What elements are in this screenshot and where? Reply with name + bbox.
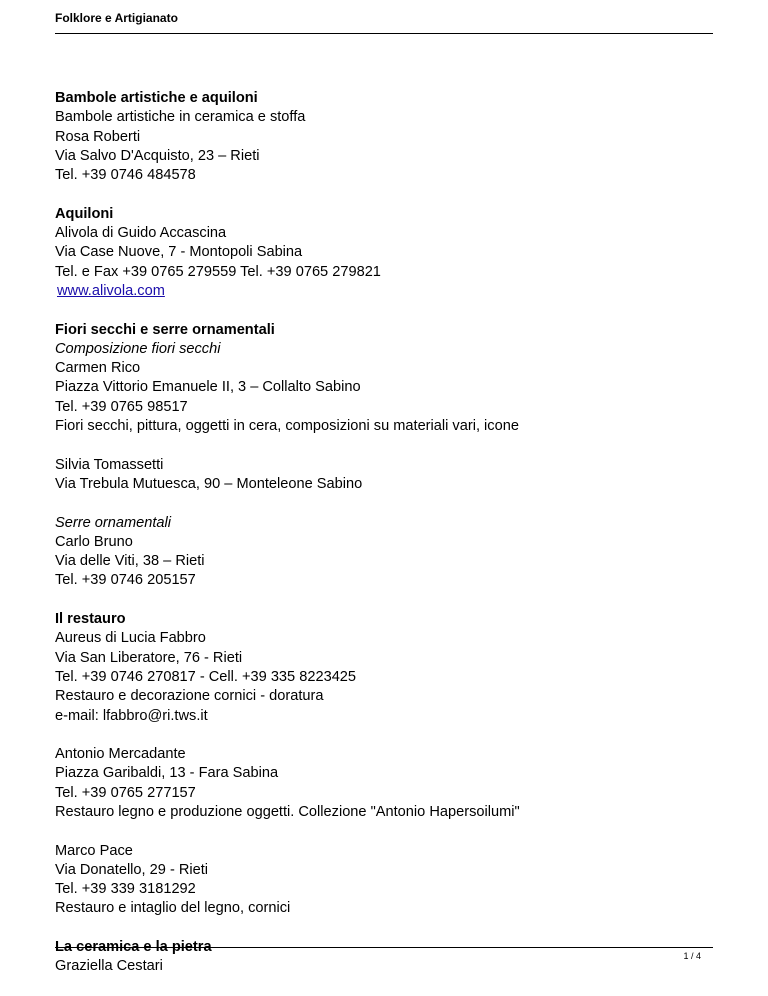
text-line: Tel. +39 0765 98517 — [55, 398, 188, 415]
page-number: 1 / 4 — [683, 951, 701, 961]
text-line: Aureus di Lucia Fabbro — [55, 630, 206, 647]
header-divider — [55, 33, 713, 34]
text-line: Tel. +39 339 3181292 — [55, 881, 196, 898]
text-line: Bambole artistiche in ceramica e stoffa — [55, 109, 306, 126]
text-line: Graziella Cestari — [55, 958, 163, 975]
spacer — [55, 726, 713, 745]
footer-divider — [55, 947, 713, 948]
section-bambole — [55, 89, 713, 185]
text-line: Carlo Bruno — [55, 533, 133, 550]
text-line: Restauro e intaglio del legno, cornici — [55, 900, 291, 917]
text-line: Via Trebula Mutuesca, 90 – Monteleone Sabino — [55, 475, 363, 492]
text-line: Via delle Viti, 38 – Rieti — [55, 553, 205, 570]
text-line: Fiori secchi, pittura, oggetti in cera, composizioni su materiali vari, icone — [55, 418, 519, 435]
section-restauro — [55, 610, 713, 919]
text-line: Via Salvo D'Acquisto, 23 – Rieti — [55, 147, 260, 164]
text-line: Silvia Tomassetti — [55, 456, 164, 473]
spacer — [55, 822, 713, 841]
text-line: Rosa Roberti — [55, 128, 141, 145]
text-line: Marco Pace — [55, 842, 133, 859]
section-ceramica — [55, 938, 713, 977]
text-line: Antonio Mercadante — [55, 746, 186, 763]
section-heading: La ceramica e la pietra — [55, 939, 212, 956]
section-heading: Il restauro — [55, 611, 126, 628]
website-link[interactable]: www.alivola.com — [57, 282, 165, 299]
document-body — [55, 89, 713, 996]
text-line: Tel. e Fax +39 0765 279559 Tel. +39 0765 279821 — [55, 263, 381, 280]
text-line: Tel. +39 0746 270817 - Cell. +39 335 8223425 — [55, 668, 357, 685]
text-line: Tel. +39 0746 205157 — [55, 572, 196, 589]
section-heading: Fiori secchi e serre ornamentali — [55, 321, 275, 338]
text-line: Piazza Vittorio Emanuele II, 3 – Collalto Sabino — [55, 379, 361, 396]
text-line: Alivola di Guido Accascina — [55, 225, 227, 242]
spacer — [55, 436, 713, 455]
page-header — [55, 11, 713, 34]
document-title: Folklore e Artigianato — [55, 11, 178, 25]
section-heading: Aquiloni — [55, 205, 114, 222]
text-line: Restauro e decorazione cornici - doratura — [55, 688, 324, 705]
text-line: Via Donatello, 29 - Rieti — [55, 861, 209, 878]
text-line: Via Case Nuove, 7 - Montopoli Sabina — [55, 244, 303, 261]
text-line: Piazza Garibaldi, 13 - Fara Sabina — [55, 765, 279, 782]
section-aquiloni — [55, 205, 713, 301]
section-fiori — [55, 321, 713, 591]
text-line: e-mail: lfabbro@ri.tws.it — [55, 707, 208, 724]
text-line: Tel. +39 0765 277157 — [55, 784, 196, 801]
spacer — [55, 494, 713, 513]
subsection-heading: Composizione fiori secchi — [55, 340, 221, 357]
section-heading: Bambole artistiche e aquiloni — [55, 90, 258, 106]
text-line: Restauro legno e produzione oggetti. Collezione "Antonio Hapersoilumi" — [55, 803, 520, 820]
subsection-heading: Serre ornamentali — [55, 514, 171, 531]
text-line: Via San Liberatore, 76 - Rieti — [55, 649, 243, 666]
text-line: Tel. +39 0746 484578 — [55, 167, 196, 184]
text-line: Carmen Rico — [55, 360, 141, 377]
